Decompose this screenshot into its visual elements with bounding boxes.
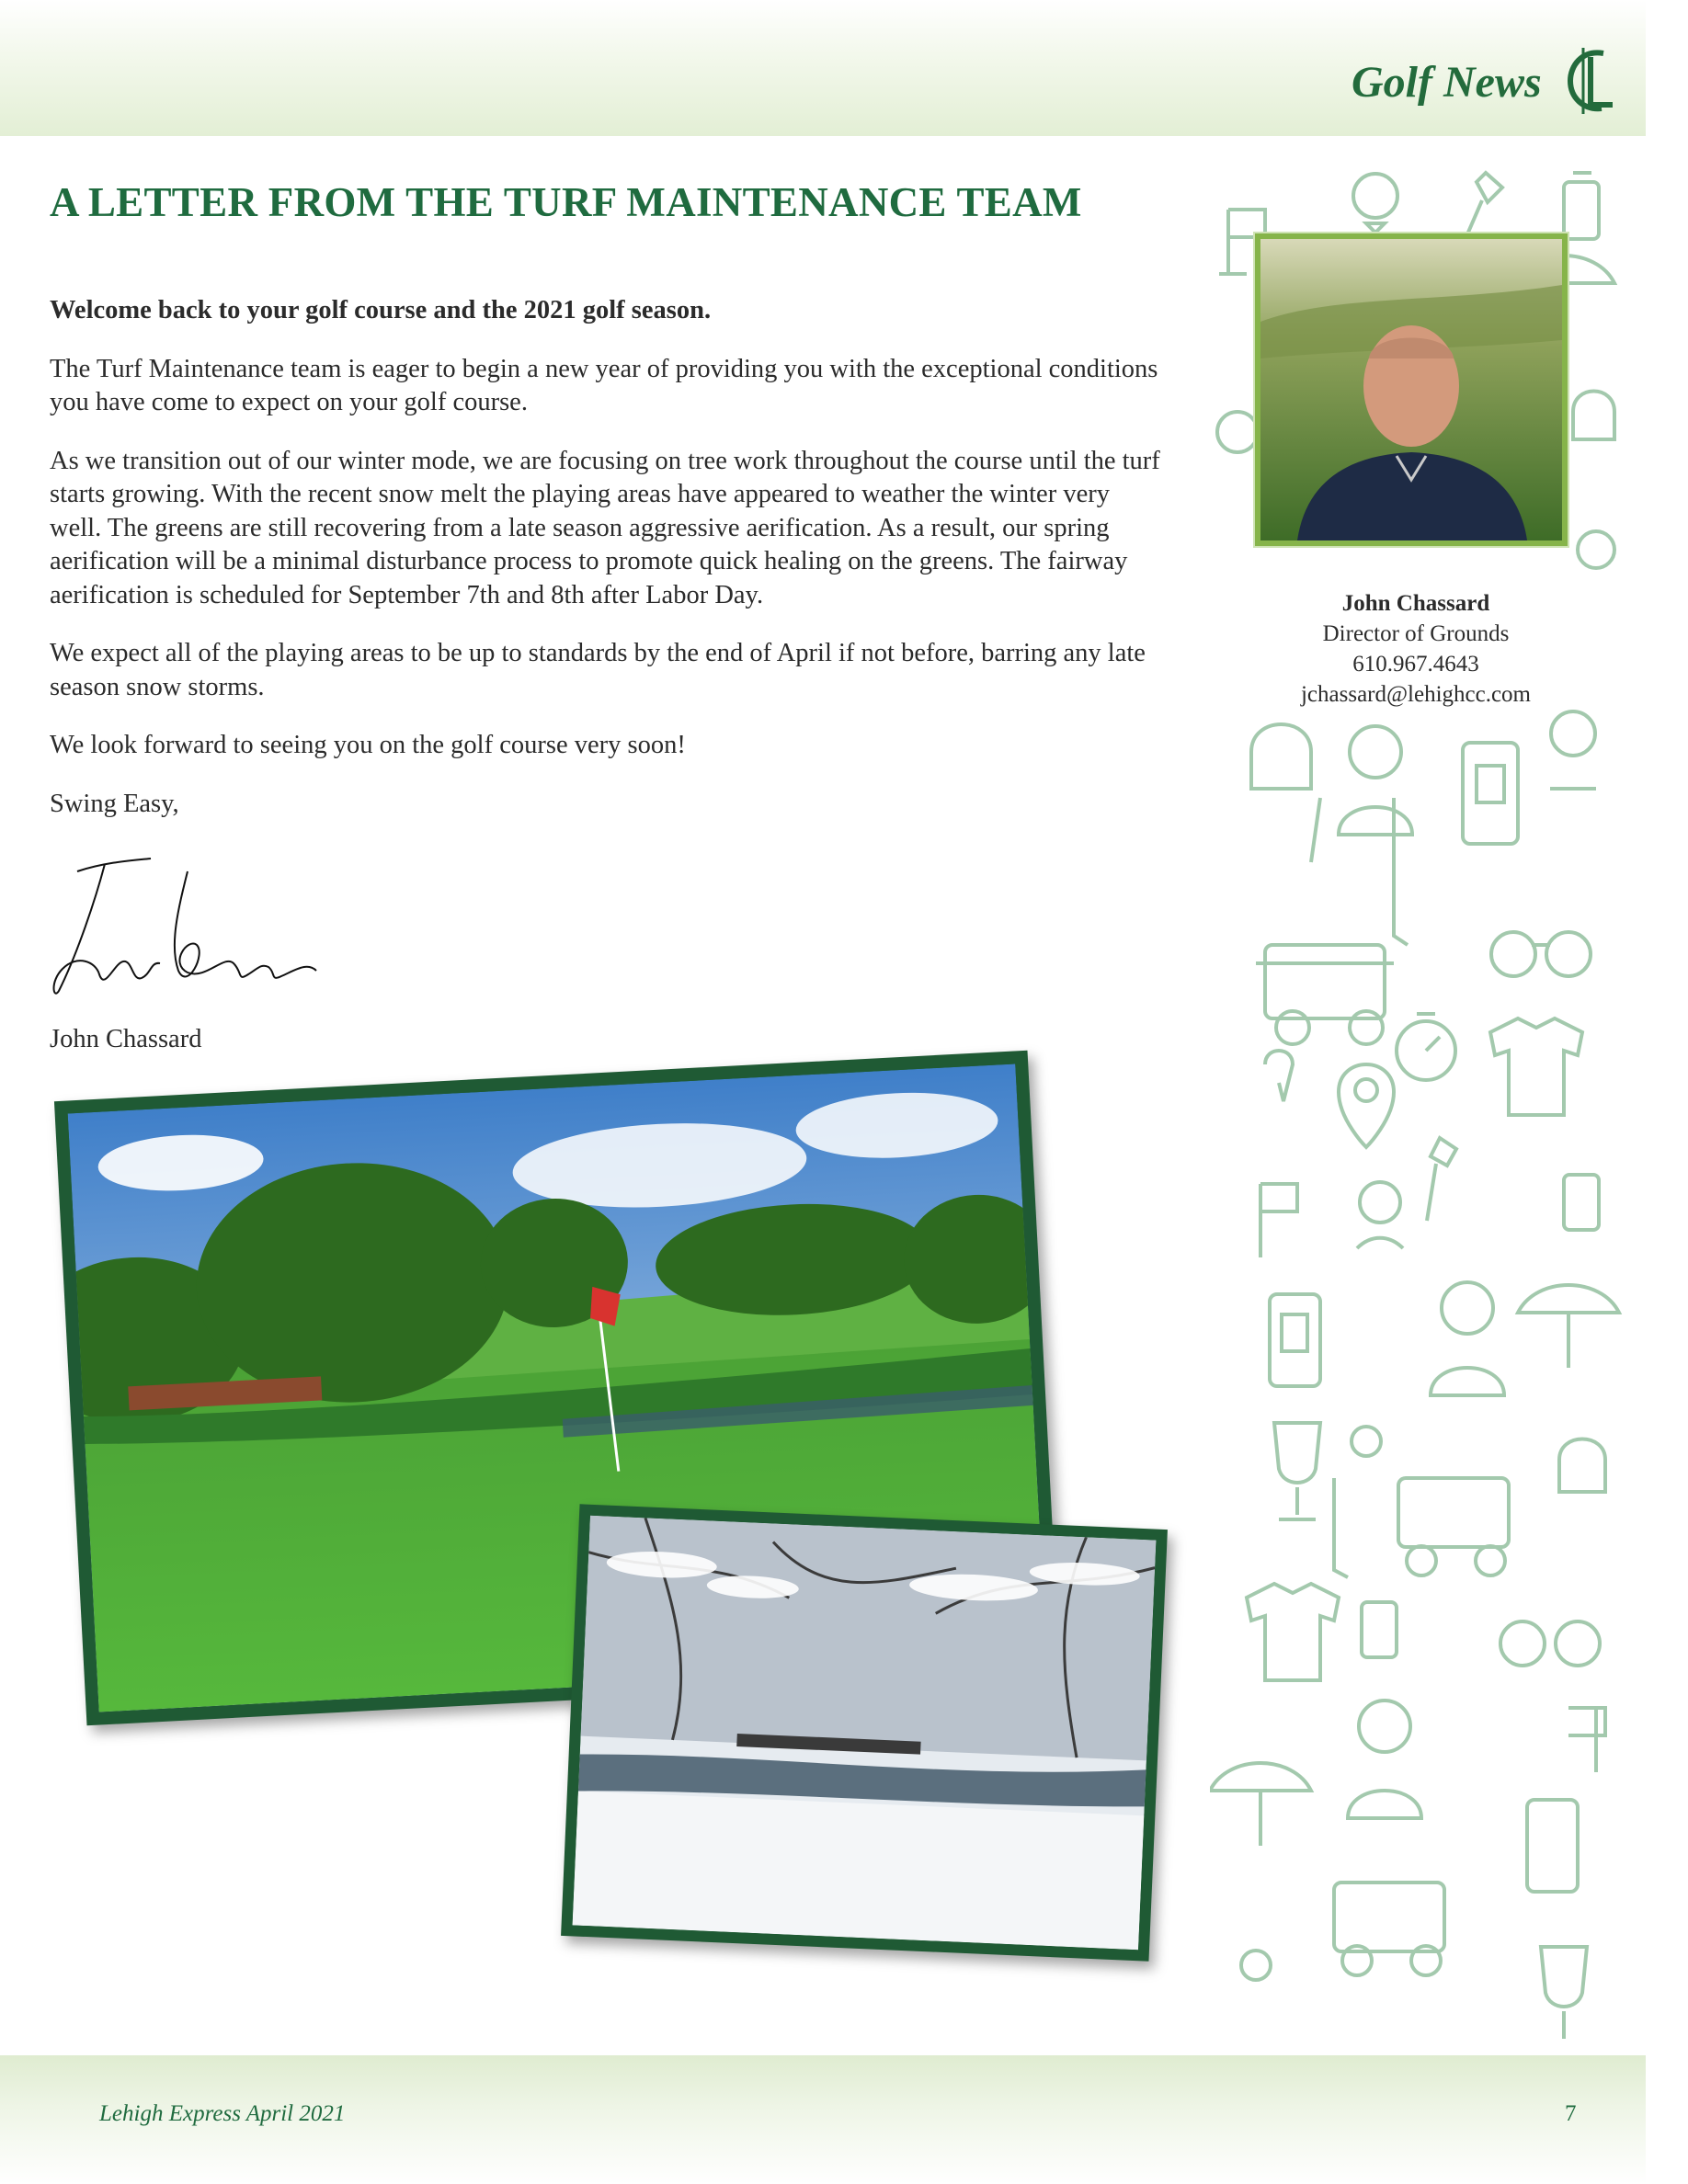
letter-intro: Welcome back to your golf course and the 2021 golf season. <box>50 296 712 324</box>
winter-course-photo <box>561 1504 1168 1961</box>
handwritten-signature <box>40 853 335 1009</box>
contact-title: Director of Grounds <box>1322 621 1510 646</box>
polo-shirt-icon <box>1490 1018 1582 1115</box>
binoculars-icon <box>1500 1621 1600 1666</box>
golf-ball-icon <box>1352 1427 1381 1456</box>
golf-bag-icon <box>1564 1175 1599 1230</box>
club-logo-icon <box>1563 44 1624 118</box>
golfer-icon <box>1311 726 1412 862</box>
publication-name: Lehigh Express April 2021 <box>99 2101 346 2126</box>
signature-name: John Chassard <box>50 1025 202 1053</box>
page-number: 7 <box>1565 2101 1577 2126</box>
golf-ball-icon <box>1550 711 1596 789</box>
golf-ball-icon <box>1217 412 1258 452</box>
golf-bag-icon <box>1270 1294 1320 1386</box>
umbrella-icon <box>1518 1285 1619 1368</box>
golf-cart-icon <box>1398 1478 1509 1575</box>
contact-name: John Chassard <box>1341 591 1490 616</box>
flag-icon <box>1260 1184 1297 1257</box>
stopwatch-icon <box>1397 1014 1455 1080</box>
contact-email[interactable]: jchassard@lehighcc.com <box>1300 682 1531 707</box>
golf-cart-icon <box>1256 945 1394 1044</box>
umbrella-icon <box>1210 1763 1311 1846</box>
golf-cart-icon <box>1334 1883 1444 1975</box>
cap-icon <box>1251 724 1311 789</box>
polo-shirt-icon <box>1247 1584 1339 1680</box>
location-pin-icon <box>1339 1064 1394 1147</box>
letter-closing: Swing Easy, <box>50 789 179 818</box>
letter-paragraph: We expect all of the playing areas to be up to standards by the end of April if not before, barring any late season snow storms. <box>50 639 1146 701</box>
binoculars-icon <box>1491 932 1591 976</box>
letter-paragraph: We look forward to seeing you on the golf course very soon! <box>50 731 686 759</box>
golf-ball-icon <box>1357 1182 1403 1248</box>
golf-bag-icon <box>1564 173 1599 239</box>
cap-icon <box>1559 1439 1605 1493</box>
section-title: Golf News <box>1352 58 1542 107</box>
portrait-photo <box>1255 233 1568 546</box>
club-icon <box>1427 1138 1456 1221</box>
club-icon <box>1265 1051 1293 1101</box>
flag-icon <box>1568 1708 1605 1772</box>
golfer-icon <box>1348 1701 1421 1818</box>
article-headline: A LETTER FROM THE TURF MAINTENANCE TEAM <box>50 179 1082 225</box>
golf-ball-icon <box>1241 1951 1271 1980</box>
cap-icon <box>1573 392 1614 440</box>
contact-phone: 610.967.4643 <box>1352 652 1479 677</box>
golf-ball-icon <box>1578 531 1614 568</box>
trophy-icon <box>1541 1947 1587 2039</box>
golf-bag-icon <box>1463 743 1518 844</box>
golf-bag-icon <box>1362 1602 1397 1657</box>
letter-body <box>50 294 1162 846</box>
club-icon <box>1334 1478 1348 1577</box>
letter-paragraph: The Turf Maintenance team is eager to begin a new year of providing you with the exceptional conditions you have come to expect on your golf course. <box>50 354 1158 416</box>
contact-card <box>1241 588 1591 710</box>
golf-bag-icon <box>1527 1800 1578 1892</box>
letter-paragraph: As we transition out of our winter mode, we are focusing on tree work throughout the course until the turf starts growing. With the recent snow melt the playing areas have appeared to weather the winter very well. The greens are still recovering from a late season aggressive aerification. As a result, our spring aerification will be a minimal disturbance process to promote quick healing on the greens. The fairway aerification is scheduled for September 7th and 8th after Labor Day. <box>50 446 1160 609</box>
trophy-icon <box>1274 1423 1320 1519</box>
golf-ball-icon <box>1353 174 1397 233</box>
golfer-icon <box>1431 1282 1504 1395</box>
